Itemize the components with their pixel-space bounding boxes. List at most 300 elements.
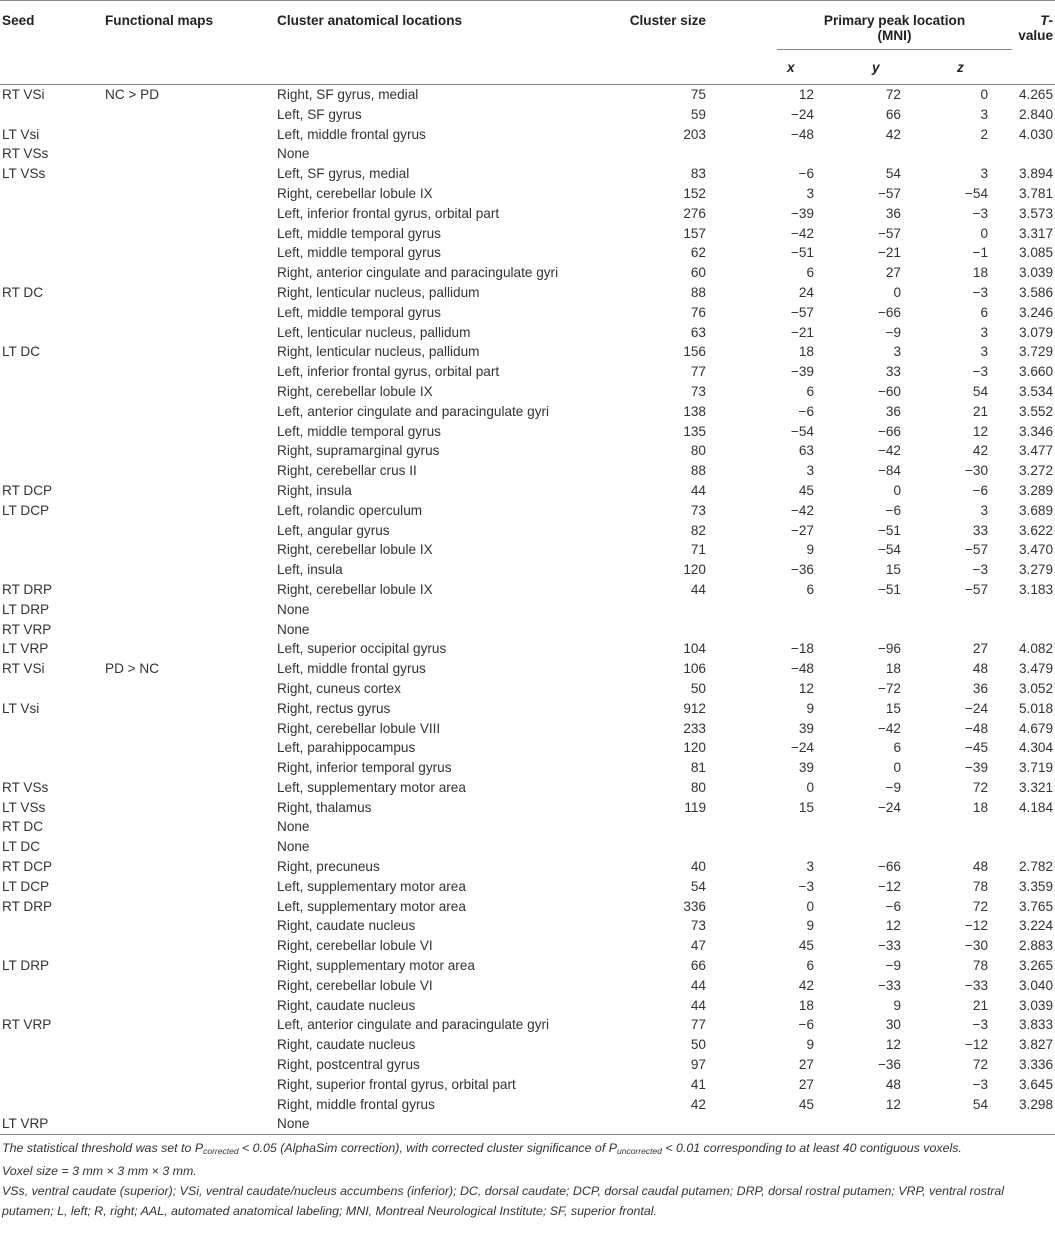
cell-cluster-size: 106 <box>683 661 706 677</box>
cell-location: Left, inferior frontal gyrus, orbital part <box>277 364 500 380</box>
cell-cluster-size: 156 <box>683 344 706 360</box>
cell-location: Right, caudate nucleus <box>277 918 416 934</box>
table-row <box>0 501 1055 521</box>
cell-t-value <box>1012 620 1055 640</box>
cell-x <box>757 144 842 164</box>
cell-y <box>842 817 927 837</box>
table-row <box>0 639 1055 659</box>
cell-z: 18 <box>972 265 989 281</box>
cell-location: Right, cerebellar crus II <box>277 463 417 479</box>
cell-y: −60 <box>877 383 901 399</box>
cell-t-value: 3.346 <box>1019 423 1054 439</box>
cell-z: −24 <box>964 700 989 716</box>
cell-t-value: 3.827 <box>1019 1037 1054 1053</box>
table-row <box>0 1095 1055 1115</box>
header-functional-maps: Functional maps <box>105 1 277 85</box>
table-row <box>0 738 1055 758</box>
cell-seed <box>0 976 105 996</box>
cell-t-value: 3.224 <box>1019 918 1054 934</box>
header-peak-location <box>757 1 1012 51</box>
cell-y <box>842 620 927 640</box>
cell-y: −9 <box>885 958 901 974</box>
cell-x: −6 <box>798 166 814 182</box>
cell-seed: LT VSs <box>2 799 46 815</box>
cell-x: −18 <box>790 641 814 657</box>
cell-z: −33 <box>964 977 989 993</box>
cell-location: Left, middle temporal gyrus <box>277 304 441 320</box>
table-row <box>0 402 1055 422</box>
cell-functional-map <box>105 897 277 917</box>
cell-t-value: 3.765 <box>1019 898 1054 914</box>
table-row <box>0 600 1055 620</box>
cell-seed: LT VRP <box>0 1114 105 1134</box>
cell-z: 0 <box>980 225 989 241</box>
cell-t-value: 3.040 <box>1019 977 1054 993</box>
table-footnote <box>0 1135 1055 1221</box>
cell-y: −96 <box>877 641 901 657</box>
cell-z: −48 <box>964 720 989 736</box>
table-row <box>0 620 1055 640</box>
cell-z: −1 <box>972 245 989 261</box>
cell-y: −33 <box>877 938 901 954</box>
cell-z <box>927 837 1012 857</box>
cell-cluster-size: 135 <box>683 423 706 439</box>
cell-t-value: 3.039 <box>1019 997 1054 1013</box>
cell-t-value: 3.079 <box>1019 324 1054 340</box>
cell-cluster-size: 76 <box>690 304 706 320</box>
cell-cluster-size <box>607 620 757 640</box>
cell-location: None <box>277 601 310 617</box>
cell-z: 18 <box>972 799 989 815</box>
cell-seed <box>0 916 105 936</box>
cell-functional-map <box>105 342 277 362</box>
cell-cluster-size: 88 <box>690 284 706 300</box>
cell-t-value: 5.018 <box>1019 700 1054 716</box>
cell-cluster-size: 66 <box>690 958 706 974</box>
cell-x: 3 <box>806 463 814 479</box>
table-row <box>0 323 1055 343</box>
cell-cluster-size <box>607 144 757 164</box>
cell-seed <box>0 105 105 125</box>
cell-y: −24 <box>877 799 901 815</box>
cell-t-value: 3.477 <box>1019 443 1054 459</box>
cell-cluster-size: 73 <box>690 502 706 518</box>
cell-location: Right, cerebellar lobule IX <box>277 185 433 201</box>
table-row <box>0 699 1055 719</box>
cell-t-value: 3.534 <box>1019 383 1054 399</box>
cell-cluster-size: 104 <box>683 641 706 657</box>
cell-functional-map <box>105 679 277 699</box>
cell-z: 0 <box>980 87 989 102</box>
cell-location: Right, caudate nucleus <box>277 1037 416 1053</box>
table-row <box>0 263 1055 283</box>
cell-functional-map <box>105 303 277 323</box>
cell-cluster-size: 77 <box>690 364 706 380</box>
cell-functional-map <box>105 817 277 837</box>
cell-x: −21 <box>790 324 814 340</box>
footnote-line3: VSs, ventral caudate (superior); VSi, ventral caudate/nucleus accumbens (inferior); DC, dorsal caudate; DCP, dorsal caudal putamen; DRP, dorsal rostral putamen; VRP, ventral rostral putamen; L, left; R, right; AAL, automated anatomical labeling; MNI, Montreal Neurological Institute; SF, superior frontal. <box>2 1183 1005 1218</box>
cell-x: 9 <box>806 542 814 558</box>
cell-y: −54 <box>877 542 901 558</box>
cell-cluster-size: 41 <box>690 1076 706 1092</box>
cell-location: None <box>277 839 310 855</box>
cell-functional-map <box>105 877 277 897</box>
cell-y: −51 <box>877 522 901 538</box>
table-row <box>0 144 1055 164</box>
cell-location: Right, cerebellar lobule VIII <box>277 720 441 736</box>
cell-t-value <box>1012 1114 1055 1134</box>
cell-x: 18 <box>798 997 814 1013</box>
cell-z: 54 <box>972 383 989 399</box>
cell-cluster-size: 97 <box>690 1057 706 1073</box>
cell-location: Left, insula <box>277 562 343 578</box>
cell-x: −48 <box>790 661 814 677</box>
cell-z: −3 <box>972 1017 989 1033</box>
cell-functional-map: NC > PD <box>105 87 160 102</box>
cell-location: Right, postcentral gyrus <box>277 1057 420 1073</box>
cell-y: −9 <box>885 324 901 340</box>
cell-t-value: 3.321 <box>1019 779 1054 795</box>
cell-y: 0 <box>893 760 901 776</box>
cell-cluster-size: 80 <box>690 779 706 795</box>
cell-x: 27 <box>798 1076 814 1092</box>
cell-location: Left, lenticular nucleus, pallidum <box>277 324 471 340</box>
table-row <box>0 897 1055 917</box>
cell-x: −24 <box>790 106 814 122</box>
cell-z: −12 <box>964 1037 989 1053</box>
cell-y: −42 <box>877 720 901 736</box>
cell-functional-map <box>105 996 277 1016</box>
table-row <box>0 303 1055 323</box>
cell-seed <box>0 243 105 263</box>
cell-x: 39 <box>798 760 814 776</box>
cell-cluster-size: 44 <box>690 977 706 993</box>
cell-t-value <box>1012 144 1055 164</box>
cell-functional-map <box>105 1035 277 1055</box>
cell-location: Left, SF gyrus <box>277 106 362 122</box>
cell-functional-map <box>105 362 277 382</box>
cell-y: 0 <box>893 284 901 300</box>
cell-functional-map <box>105 224 277 244</box>
cell-functional-map <box>105 1095 277 1115</box>
cell-seed <box>0 362 105 382</box>
cell-t-value: 3.265 <box>1019 958 1054 974</box>
table-row <box>0 857 1055 877</box>
table-row <box>0 916 1055 936</box>
cell-seed <box>0 679 105 699</box>
cell-y: 18 <box>885 661 901 677</box>
cell-x: −3 <box>798 878 814 894</box>
cell-x: 39 <box>798 720 814 736</box>
cell-y: 66 <box>885 106 901 122</box>
cell-location: Right, insula <box>277 482 352 498</box>
cell-y: −36 <box>877 1057 901 1073</box>
cell-location: Left, angular gyrus <box>277 522 390 538</box>
cell-x: 9 <box>806 700 814 716</box>
cell-seed <box>0 758 105 778</box>
cell-cluster-size: 912 <box>683 700 706 716</box>
cell-location: None <box>277 1114 607 1134</box>
cell-seed <box>0 303 105 323</box>
cell-x: −48 <box>790 126 814 142</box>
cell-cluster-size: 119 <box>684 799 706 815</box>
cell-t-value: 4.184 <box>1019 799 1054 815</box>
table-row <box>0 521 1055 541</box>
cell-seed: LT VSs <box>2 166 46 182</box>
cell-seed <box>0 204 105 224</box>
cell-t-value: 2.782 <box>1019 859 1054 875</box>
cell-y: 27 <box>885 265 901 281</box>
cell-location: Right, cuneus cortex <box>277 680 401 696</box>
cell-functional-map <box>105 422 277 442</box>
cell-z: 3 <box>980 502 989 518</box>
cell-functional-map: PD > NC <box>105 661 160 677</box>
cell-x: −57 <box>790 304 814 320</box>
cell-x: 18 <box>798 344 814 360</box>
table-row <box>0 1055 1055 1075</box>
cell-t-value: 3.272 <box>1019 463 1054 479</box>
table-row <box>0 1015 1055 1035</box>
cell-seed: LT VRP <box>2 641 49 657</box>
cell-y: 33 <box>885 364 901 380</box>
header-t-value <box>1012 1 1055 85</box>
cell-t-value: 3.052 <box>1019 680 1054 696</box>
cell-z: 72 <box>972 898 989 914</box>
cell-cluster-size <box>607 837 757 857</box>
cell-y <box>842 837 927 857</box>
cell-x: 0 <box>806 779 814 795</box>
cell-z: 3 <box>980 324 989 340</box>
table-row <box>0 422 1055 442</box>
cell-z: 78 <box>972 878 989 894</box>
table-row <box>0 283 1055 303</box>
cell-seed: RT VSs <box>2 146 49 162</box>
cell-functional-map <box>105 461 277 481</box>
cell-seed: RT VSs <box>2 779 49 795</box>
cell-z: 3 <box>980 106 989 122</box>
cell-t-value: 3.781 <box>1019 185 1054 201</box>
cell-functional-map <box>105 798 277 818</box>
cell-y: −6 <box>885 898 901 914</box>
cell-z: −12 <box>964 918 989 934</box>
cell-x: 63 <box>798 443 814 459</box>
cell-cluster-size: 88 <box>690 463 706 479</box>
cell-seed: RT VRP <box>2 621 52 637</box>
cell-seed <box>0 382 105 402</box>
table-row <box>0 1075 1055 1095</box>
cell-t-value <box>1012 817 1055 837</box>
cell-cluster-size: 44 <box>690 997 706 1013</box>
cell-t-value: 3.586 <box>1019 284 1054 300</box>
cell-cluster-size: 77 <box>690 1017 706 1033</box>
cell-seed <box>0 184 105 204</box>
cell-z: −57 <box>964 581 989 597</box>
cell-t-value: 3.689 <box>1019 502 1054 518</box>
cell-location: Right, caudate nucleus <box>277 997 416 1013</box>
cell-t-value: 3.289 <box>1019 482 1054 498</box>
cell-x: 42 <box>798 977 814 993</box>
cell-location: Right, precuneus <box>277 859 380 875</box>
cell-seed: RT DCP <box>2 859 53 875</box>
cell-functional-map <box>105 778 277 798</box>
cell-location: Right, cerebellar lobule VI <box>277 977 433 993</box>
cell-seed: RT VRP <box>2 1017 52 1033</box>
cell-functional-map <box>105 184 277 204</box>
cell-z: −3 <box>972 562 989 578</box>
cell-functional-map <box>105 639 277 659</box>
cell-functional-map <box>105 976 277 996</box>
cell-location: Left, supplementary motor area <box>277 898 466 914</box>
cell-location: Right, thalamus <box>277 799 372 815</box>
cell-y: 12 <box>885 1037 901 1053</box>
cell-x: 45 <box>798 938 814 954</box>
header-t-italic: T <box>1040 13 1049 28</box>
cell-location: Left, middle temporal gyrus <box>277 225 441 241</box>
table-row <box>0 560 1055 580</box>
cell-functional-map <box>105 580 277 600</box>
cell-x: 15 <box>798 799 814 815</box>
cell-functional-map <box>105 1015 277 1035</box>
cell-x <box>757 817 842 837</box>
cell-z: −3 <box>972 205 989 221</box>
cell-location: None <box>277 146 310 162</box>
cell-location: Right, inferior temporal gyrus <box>277 760 452 776</box>
cell-seed: LT DC <box>2 839 41 855</box>
cell-z: −30 <box>964 463 989 479</box>
table-header <box>0 1 1055 85</box>
header-cluster-locations: Cluster anatomical locations <box>277 1 607 85</box>
table-row <box>0 936 1055 956</box>
cell-cluster-size: 62 <box>690 245 706 261</box>
cell-location: Left, parahippocampus <box>277 740 416 756</box>
cell-cluster-size <box>607 600 757 620</box>
cell-location: Right, lenticular nucleus, pallidum <box>277 284 480 300</box>
cell-seed: LT DCP <box>2 878 50 894</box>
cell-location: Left, supplementary motor area <box>277 878 466 894</box>
cell-seed <box>0 719 105 739</box>
cell-x: 6 <box>806 383 814 399</box>
cell-seed <box>0 441 105 461</box>
cell-x: −54 <box>790 423 814 439</box>
cell-t-value: 3.183 <box>1019 581 1054 597</box>
cell-functional-map <box>105 1114 277 1134</box>
cell-cluster-size: 54 <box>690 878 706 894</box>
table-row <box>0 956 1055 976</box>
cell-z: 78 <box>972 958 989 974</box>
cell-location: Left, middle frontal gyrus <box>277 661 426 677</box>
cell-t-value: 3.039 <box>1019 265 1054 281</box>
cell-functional-map <box>105 402 277 422</box>
cell-t-value: 3.246 <box>1019 304 1054 320</box>
cell-y: −66 <box>877 423 901 439</box>
header-peak-line2: (MNI) <box>877 28 912 43</box>
cell-y: −42 <box>877 443 901 459</box>
cell-x: 3 <box>806 859 814 875</box>
cell-functional-map <box>105 441 277 461</box>
cell-seed: LT DCP <box>2 502 50 518</box>
cell-z: −30 <box>964 938 989 954</box>
cell-functional-map <box>105 323 277 343</box>
cell-z: 72 <box>972 779 989 795</box>
cell-seed: RT DC <box>2 819 44 835</box>
cell-seed <box>0 521 105 541</box>
cell-cluster-size: 82 <box>690 522 706 538</box>
cell-y: −21 <box>877 245 901 261</box>
cell-cluster-size: 59 <box>690 106 706 122</box>
cell-z: 48 <box>972 859 989 875</box>
table-row <box>0 719 1055 739</box>
cell-seed: RT DRP <box>2 898 53 914</box>
cell-t-value: 3.729 <box>1019 344 1054 360</box>
cell-t-value: 2.883 <box>1019 938 1054 954</box>
table-row <box>0 125 1055 145</box>
cell-cluster-size: 71 <box>690 542 706 558</box>
cell-seed <box>0 402 105 422</box>
cell-cluster-size: 120 <box>683 562 706 578</box>
cell-seed <box>0 936 105 956</box>
cell-z: −3 <box>972 364 989 380</box>
cell-z <box>927 817 1012 837</box>
cell-seed: RT DC <box>2 284 44 300</box>
cell-cluster-size: 40 <box>690 859 706 875</box>
table-row <box>0 441 1055 461</box>
cell-t-value: 4.030 <box>1019 126 1054 142</box>
header-t-rest: -value <box>1018 13 1054 43</box>
cell-location: Right, anterior cingulate and paracingulate gyri <box>277 265 559 281</box>
table-row <box>0 164 1055 184</box>
cell-x: −6 <box>798 403 814 419</box>
cell-functional-map <box>105 283 277 303</box>
cell-z: −6 <box>972 482 989 498</box>
cell-t-value: 3.833 <box>1019 1017 1054 1033</box>
cell-x: −39 <box>790 364 814 380</box>
table-row <box>0 85 1055 105</box>
table-row <box>0 184 1055 204</box>
header-z: z <box>957 59 964 75</box>
header-y: y <box>872 59 880 75</box>
cell-cluster-size: 276 <box>683 205 706 221</box>
cell-y: 6 <box>893 740 901 756</box>
table-row <box>0 580 1055 600</box>
cell-z: 54 <box>972 1096 989 1112</box>
table-row <box>0 996 1055 1016</box>
cell-x: −51 <box>790 245 814 261</box>
cell-functional-map <box>105 263 277 283</box>
cell-cluster-size: 63 <box>690 324 706 340</box>
header-x: x <box>787 59 795 75</box>
cell-z: 33 <box>972 522 989 538</box>
cell-functional-map <box>105 699 277 719</box>
cell-y: 48 <box>885 1076 901 1092</box>
cell-location: Left, superior occipital gyrus <box>277 641 447 657</box>
cell-location: Left, inferior frontal gyrus, orbital part <box>277 205 500 221</box>
cell-location: Right, cerebellar lobule IX <box>277 542 433 558</box>
cell-functional-map <box>105 936 277 956</box>
cell-t-value <box>1012 837 1055 857</box>
cell-x: 24 <box>798 284 814 300</box>
table-row <box>0 758 1055 778</box>
cell-x <box>757 837 842 857</box>
table-row <box>0 976 1055 996</box>
cell-seed <box>0 1095 105 1115</box>
cell-cluster-size: 203 <box>683 126 706 142</box>
cell-x: 0 <box>806 898 814 914</box>
cell-y: 9 <box>893 997 901 1013</box>
table-row <box>0 243 1055 263</box>
cell-x: 12 <box>798 87 814 102</box>
cell-t-value: 3.573 <box>1019 205 1054 221</box>
cell-cluster-size <box>607 1114 757 1134</box>
